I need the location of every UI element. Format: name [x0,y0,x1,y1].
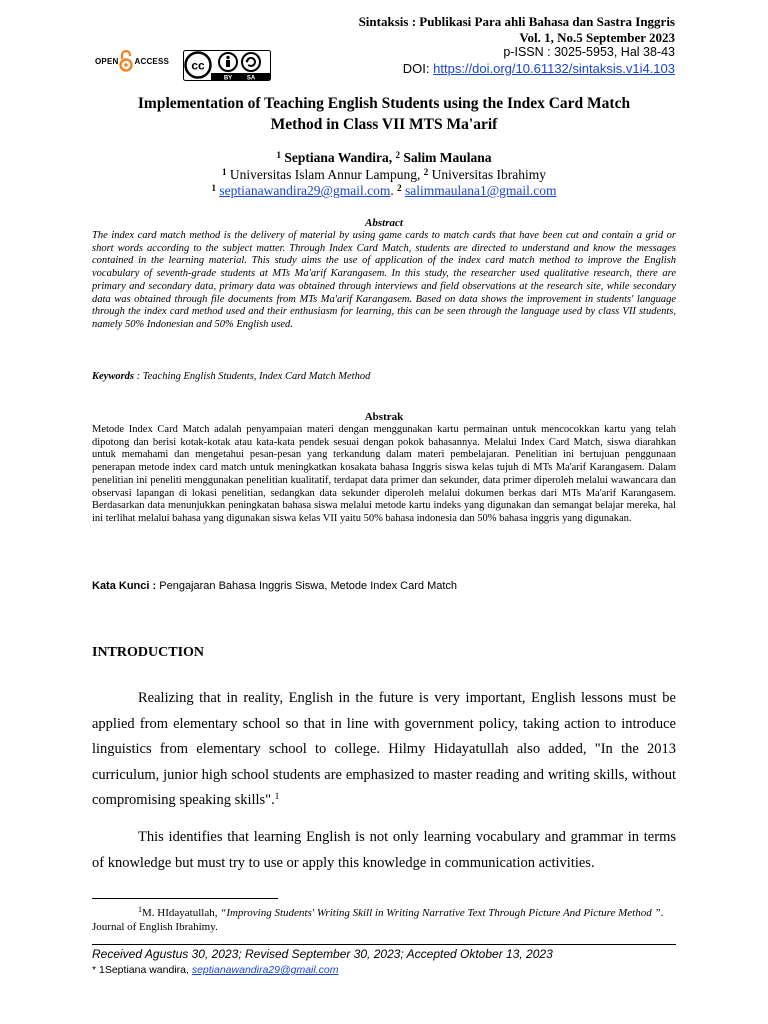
keywords-en [92,371,676,382]
email-1-sup: 1 [211,183,216,193]
doi-link[interactable]: https://doi.org/10.61132/sintaksis.v1i4.103 [433,60,675,76]
cc-by-label: BY [223,75,233,81]
journal-name: Sintaksis : Publikasi Para ahli Bahasa dan Sastra Inggris [358,14,675,29]
title-line-2: Method in Class VII MTS Ma'arif [270,116,498,133]
intro-paragraph-2 [92,825,676,876]
footnote-author: M. HIdayatullah, [142,907,218,919]
email-separator: . [390,183,394,198]
email-1-link[interactable]: septianawandira29@gmail.com [219,183,391,198]
journal-volume: Vol. 1, No.5 September 2023 [519,29,675,45]
author-2-sup: 2 [395,150,401,160]
email-2-link[interactable]: salimmaulana1@gmail.com [404,183,557,198]
author-names [80,150,688,167]
corresponding-author [92,964,338,976]
abstrak-text: Metode Index Card Match adalah penyampaian materi dengan menggunakan kartu permainan untuk mencocokkan kartu yang telah dipotong dan berisi kotak-kotak atau kata-kata pendek sesuai dengan pokok bahasannya. Melalui Index Card Match, siswa diarahkan untuk memahami dan mengetahui pesan-pesan yang terkandung dalam materi pembelajaran. Penelitian ini bertujuan penggunaan penerapan metode index card match untuk meningkatkan kosakata bahasa Inggris siswa kelas tujuh di MTs Ma'arif Karangasem. Dalam penelitian ini peneliti menggunakan penelitian kualitatif, terdapat data primer dan sekunder, data primer diperoleh melalui wawancara dan observasi lapangan di lokasi penelitian, sedangkan data sekunder diperoleh melalui dokumen berkas dari MTs Ma'arif Karangasem. Berdasarkan data menunjukkan peningkatan bahasa siswa melalui metode kartu indeks yang digunakan dan semangat belajar mereka, hal ini terlihat melalui bahasa yang digunakan siswa kelas VII yaitu 50% bahasa indonesia dan 50% bahasa inggris yang digunakan. [92,424,676,524]
footnote-number: 1 [138,905,142,914]
cc-by-sa-icon [183,50,271,81]
authors-block [80,150,688,200]
svg-text:cc: cc [191,58,205,73]
journal-info [359,14,675,76]
footnote-1 [92,907,676,934]
author-1: Septiana Wandira, [284,150,393,165]
keywords-value: : Teaching English Students, Index Card Match Method [136,371,371,382]
footnote-divider [92,898,278,899]
title-line-1: Implementation of Teaching English Students using the Index Card Match [137,95,631,112]
footer-divider [92,944,676,945]
open-access-logo [95,50,169,72]
kata-kunci-value: Pengajaran Bahasa Inggris Siswa, Metode Index Card Match [159,580,458,592]
corresponding-author-name: * 1Septiana wandira, [92,964,189,976]
section-heading-introduction: INTRODUCTION [92,645,205,660]
affiliation-1: Universitas Islam Annur Lampung, [229,166,421,182]
aff-2-sup: 2 [423,166,429,177]
keywords-label: Keywords [92,371,134,382]
paragraph-2-text: This identifies that learning English is not only learning vocabulary and grammar in terms of knowledge but must try to use or apply this knowledge in communication activities. [92,829,676,871]
abstrak-heading: Abstrak [364,411,404,423]
doi-label: DOI: [402,60,430,76]
corresponding-email-link[interactable]: septianawandira29@gmail.com [191,964,339,976]
author-2: Salim Maulana [403,150,492,165]
author-1-sup: 1 [276,150,281,160]
footnote-title: “Improving Students' Writing Skill in Writing Narrative Text Through Picture And Picture Method ” [220,907,661,919]
email-2-sup: 2 [397,183,402,193]
footnote-source: . Journal of English Ibrahimy. [92,907,664,933]
abstract-text: The index card match method is the delivery of material by using game cards to match cards that have been cut and contain a grid or short words according to the subject matter. Through Index Card Match, students are directed to understand and know the messages contained in the learning material. This study aims the use of application of the index card match method to improve the English vocabulary of seventh-grade students at MTs Ma'arif Karangasem. In this study, the researcher used qualitative research, there are primary and secondary data, primary data was obtained through interviews and field observations at the research site, while secondary data was obtained through file documents from MTs Ma'arif Karangasem. Based on data shows the improvement in students' language through the index card method used and their enthusiasm for learning, this can be seen through the language used by class VII students, namely 50% Indonesian and 50% English used. [92,230,676,330]
footnote-ref-1[interactable]: 1 [274,791,280,801]
keywords-id [92,580,676,592]
open-lock-icon [119,50,133,72]
author-emails [80,183,688,200]
aff-1-sup: 1 [222,166,227,177]
open-access-right-text: ACCESS [134,56,170,66]
article-title [80,93,688,135]
affiliation-2: Universitas Ibrahimy [431,166,546,182]
cc-license-badge [183,50,271,86]
open-access-left-text: OPEN [95,56,119,66]
journal-issn: p-ISSN : 3025-5953, Hal 38-43 [503,45,675,59]
paragraph-1-text: Realizing that in reality, English in the future is very important, English lessons must be applied from elementary school so that in line with government policy, taking action to introduce linguistics from elementary school to college. Hilmy Hidayatullah also added, "In the 2013 curriculum, junior high school students are emphasized to master reading and writing skills, without compromising speaking skills". [92,690,676,808]
cc-sa-label: SA [246,75,256,81]
received-dates: Received Agustus 30, 2023; Revised September 30, 2023; Accepted Oktober 13, 2023 [92,947,553,961]
affiliations [80,167,688,184]
intro-paragraph-1 [92,686,676,814]
abstract-heading: Abstract [365,217,403,229]
journal-doi [359,61,675,77]
kata-kunci-label: Kata Kunci : [92,580,157,592]
